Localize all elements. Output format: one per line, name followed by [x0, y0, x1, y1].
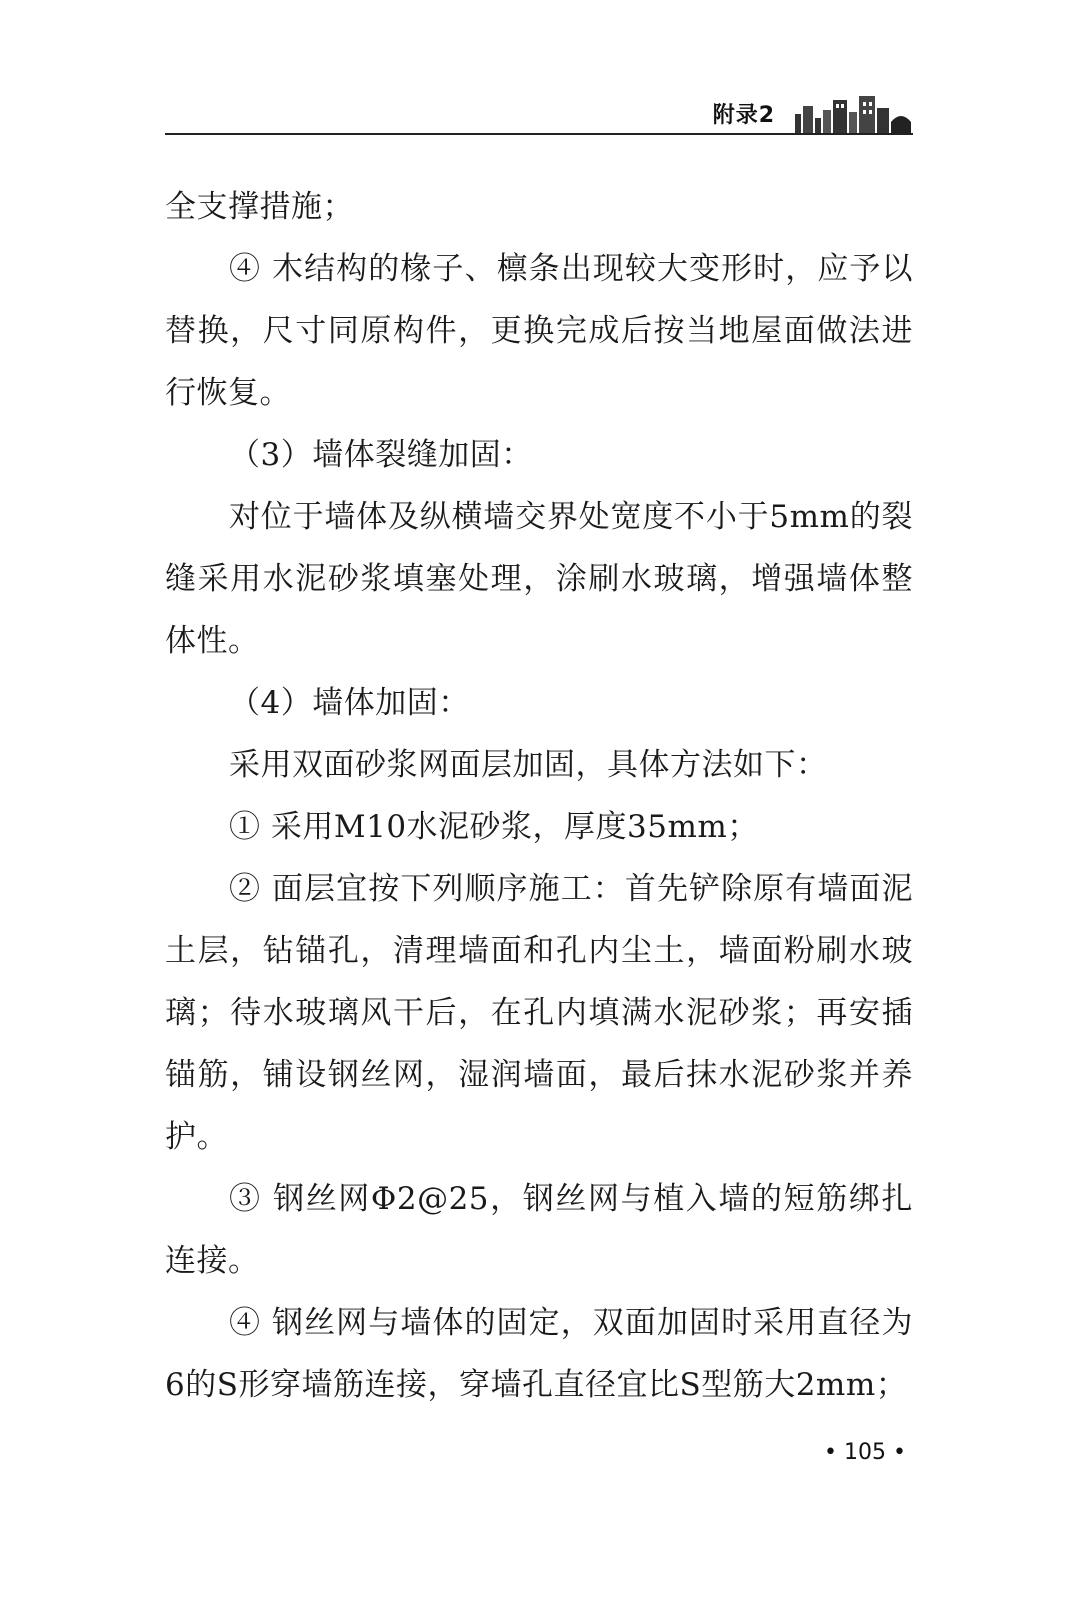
paragraph: 全支撑措施； — [165, 189, 354, 225]
paragraph: ③ 钢丝网Φ2@25，钢丝网与植入墙的短筋绑扎连接。 — [165, 1181, 913, 1279]
paragraph: （3）墙体裂缝加固： — [229, 437, 533, 473]
running-header — [165, 92, 913, 138]
header-title: 附录2 — [712, 103, 775, 128]
body-text — [165, 176, 913, 1416]
paragraph: ② 面层宜按下列顺序施工：首先铲除原有墙面泥土层，钻锚孔，清理墙面和孔内尘土，墙面粉刷水玻璃；待水玻璃风干后，在孔内填满水泥砂浆；再安插锚筋，铺设钢丝网，湿润墙面，最后抹水泥砂浆并养护。 — [165, 871, 913, 1155]
paragraph: 对位于墙体及纵横墙交界处宽度不小于5mm的裂缝采用水泥砂浆填塞处理，涂刷水玻璃，增强墙体整体性。 — [165, 499, 913, 659]
paragraph: ④ 钢丝网与墙体的固定，双面加固时采用直径为6的S形穿墙筋连接，穿墙孔直径宜比S型筋大2mm； — [165, 1305, 913, 1403]
page-number: • 105 • — [824, 1440, 906, 1465]
header-rule — [165, 133, 913, 135]
city-skyline-icon — [795, 92, 913, 134]
paragraph: ① 采用M10水泥砂浆，厚度35mm； — [229, 809, 759, 845]
paragraph: 采用双面砂浆网面层加固，具体方法如下： — [229, 747, 828, 783]
paragraph: ④ 木结构的椽子、檩条出现较大变形时，应予以替换，尺寸同原构件，更换完成后按当地屋面做法进行恢复。 — [165, 251, 913, 411]
paragraph: （4）墙体加固： — [229, 685, 470, 721]
